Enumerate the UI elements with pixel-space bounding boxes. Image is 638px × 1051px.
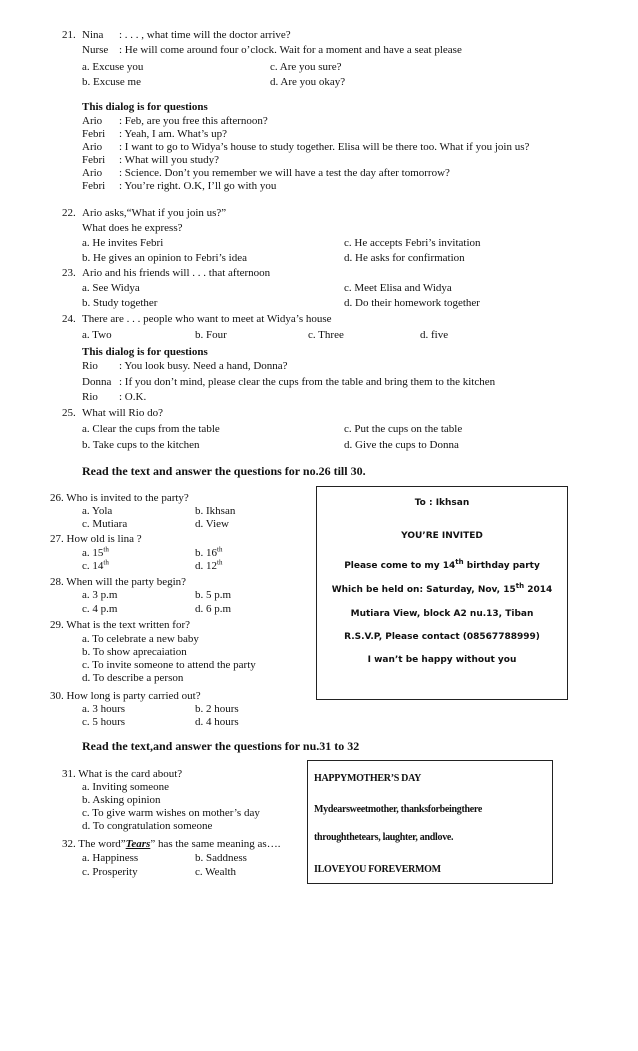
q26-stem: 26. Who is invited to the party?	[50, 492, 189, 504]
dialog-2-line: : If you don’t mind, please clear the cups from the table and bring them to the kitchen	[119, 376, 496, 388]
q32-option-c: c. Prosperity	[82, 866, 138, 878]
q21-option-c: c. Are you sure?	[270, 61, 342, 73]
q24-option-d: d. five	[420, 329, 449, 341]
q24-option-c: c. Three	[308, 329, 344, 341]
q24-stem: There are . . . people who want to meet at Widya’s house	[82, 313, 332, 325]
q28-option-a: a. 3 p.m	[82, 589, 118, 601]
q26-option-b: b. Ikhsan	[195, 505, 236, 517]
dialog-1-line: : Yeah, I am. What’s up?	[119, 128, 227, 140]
q25-stem: What will Rio do?	[82, 407, 163, 419]
dialog-1-speaker: Ario	[82, 115, 103, 127]
dialog-2-speaker: Rio	[82, 360, 98, 372]
invitation-title: YOU’RE INVITED	[401, 531, 483, 541]
q21-line-1: : . . . , what time will the doctor arrive?	[119, 29, 291, 41]
q25-option-a: a. Clear the cups from the table	[82, 423, 220, 435]
q22-option-c: c. He accepts Febri’s invitation	[344, 237, 481, 249]
q31-option: d. To congratulation someone	[82, 820, 213, 832]
dialog-1-speaker: Febri	[82, 154, 106, 166]
card-line-3: ILOVEYOU FOREVERMOM	[314, 864, 441, 875]
q28-option-b: b. 5 p.m	[195, 589, 232, 601]
q23-number: 23.	[62, 267, 76, 279]
q28-option-d: d. 6 p.m	[195, 603, 232, 615]
q27-option-a: a. 15th	[82, 545, 109, 559]
q27-option-d: d. 12th	[195, 558, 223, 572]
q29-option: a. To celebrate a new baby	[82, 633, 199, 645]
q21-speaker-1: Nina	[82, 29, 104, 41]
q22-stem: Ario asks,“What if you join us?”	[82, 207, 227, 219]
q31-option: a. Inviting someone	[82, 781, 170, 793]
q26-option-a: a. Yola	[82, 505, 113, 517]
q27-option-c: c. 14th	[82, 558, 109, 572]
q27-stem: 27. How old is lina ?	[50, 533, 142, 545]
q24-option-b: b. Four	[195, 329, 227, 341]
q29-stem: 29. What is the text written for?	[50, 619, 191, 631]
card-line-2: throughthetears, laughter, andlove.	[314, 832, 454, 843]
dialog-1-line: : Feb, are you free this afternoon?	[119, 115, 268, 127]
q32-stem: 32. The word”Tears” has the same meaning as….	[62, 838, 281, 850]
q28-stem: 28. When will the party begin?	[50, 576, 187, 588]
q26-option-d: d. View	[195, 518, 229, 530]
dialog-1-line: : I want to go to Widya’s house to study together. Elisa will be there too. What if you join us?	[119, 141, 530, 153]
dialog-1-speaker: Febri	[82, 128, 106, 140]
dialog-1-line: : Science. Don’t you remember we will have a test the day after tomorrow?	[119, 167, 450, 179]
invitation-recipient: To : Ikhsan	[414, 498, 470, 508]
q30-stem: 30. How long is party carried out?	[50, 690, 201, 702]
invitation-line-birthday: Please come to my 14th birthday party	[344, 558, 540, 571]
dialog-2-speaker: Rio	[82, 391, 98, 403]
q21-line-2: : He will come around four o’clock. Wait for a moment and have a seat please	[119, 44, 462, 56]
dialog-2-speaker: Donna	[82, 376, 112, 388]
q29-option: d. To describe a person	[82, 672, 184, 684]
q32-option-a: a. Happiness	[82, 852, 139, 864]
q25-option-c: c. Put the cups on the table	[344, 423, 463, 435]
card-title: HAPPYMOTHER’S DAY	[314, 773, 422, 784]
q23-option-c: c. Meet Elisa and Widya	[344, 282, 452, 294]
q25-number: 25.	[62, 407, 76, 419]
invitation-line-rsvp: R.S.V.P, Please contact (08567788999)	[344, 632, 540, 642]
invitation-line-closing: I wan’t be happy without you	[367, 655, 517, 665]
q31-option: b. Asking opinion	[82, 794, 161, 806]
q21-option-d: d. Are you okay?	[270, 76, 346, 88]
q22-stem-2: What does he express?	[82, 222, 183, 234]
invitation-line-date: Which be held on: Saturday, Nov, 15th 2014	[331, 582, 553, 595]
q22-option-b: b. He gives an opinion to Febri’s idea	[82, 252, 247, 264]
q27-option-b: b. 16th	[195, 545, 223, 559]
q29-option: c. To invite someone to attend the party	[82, 659, 256, 671]
section-title-26-30: Read the text and answer the questions for no.26 till 30.	[82, 464, 366, 478]
q26-option-c: c. Mutiara	[82, 518, 128, 530]
section-title-31-32: Read the text,and answer the questions for nu.31 to 32	[82, 739, 360, 753]
dialog-1-line: : You’re right. O.K, I’ll go with you	[119, 180, 277, 192]
q21-number: 21.	[62, 29, 76, 41]
q31-option: c. To give warm wishes on mother’s day	[82, 807, 260, 819]
q23-option-a: a. See Widya	[82, 282, 140, 294]
dialog-2-heading: This dialog is for questions	[82, 346, 208, 358]
dialog-2-line: : You look busy. Need a hand, Donna?	[119, 360, 288, 372]
dialog-1-speaker: Febri	[82, 180, 106, 192]
q23-stem: Ario and his friends will . . . that afternoon	[82, 267, 271, 279]
card-line-1: Mydearsweetmother, thanksforbeingthere	[314, 804, 483, 815]
dialog-1-line: : What will you study?	[119, 154, 220, 166]
q31-stem: 31. What is the card about?	[62, 768, 183, 780]
q32-option-b: b. Saddness	[195, 852, 247, 864]
dialog-2-line: : O.K.	[119, 391, 147, 403]
q25-option-d: d. Give the cups to Donna	[344, 439, 459, 451]
q28-option-c: c. 4 p.m	[82, 603, 118, 615]
invitation-line-address: Mutiara View, block A2 nu.13, Tiban	[350, 609, 534, 619]
dialog-1-speaker: Ario	[82, 167, 103, 179]
q21-speaker-2: Nurse	[82, 44, 109, 56]
q30-option-d: d. 4 hours	[195, 716, 239, 728]
q32-option-d: c. Wealth	[195, 866, 237, 878]
q22-option-d: d. He asks for confirmation	[344, 252, 465, 264]
q22-number: 22.	[62, 207, 76, 219]
q30-option-a: a. 3 hours	[82, 703, 126, 715]
q21-option-b: b. Excuse me	[82, 76, 141, 88]
q25-option-b: b. Take cups to the kitchen	[82, 439, 200, 451]
q29-option: b. To show aprecaiation	[82, 646, 187, 658]
mothers-day-card	[307, 760, 553, 884]
q30-option-b: b. 2 hours	[195, 703, 239, 715]
invitation-card	[316, 486, 568, 700]
dialog-1-speaker: Ario	[82, 141, 103, 153]
dialog-1-heading: This dialog is for questions	[82, 101, 208, 113]
q24-number: 24.	[62, 313, 76, 325]
q24-option-a: a. Two	[82, 329, 112, 341]
q21-option-a: a. Excuse you	[82, 61, 144, 73]
q23-option-d: d. Do their homework together	[344, 297, 480, 309]
q23-option-b: b. Study together	[82, 297, 158, 309]
q30-option-c: c. 5 hours	[82, 716, 126, 728]
q22-option-a: a. He invites Febri	[82, 237, 164, 249]
